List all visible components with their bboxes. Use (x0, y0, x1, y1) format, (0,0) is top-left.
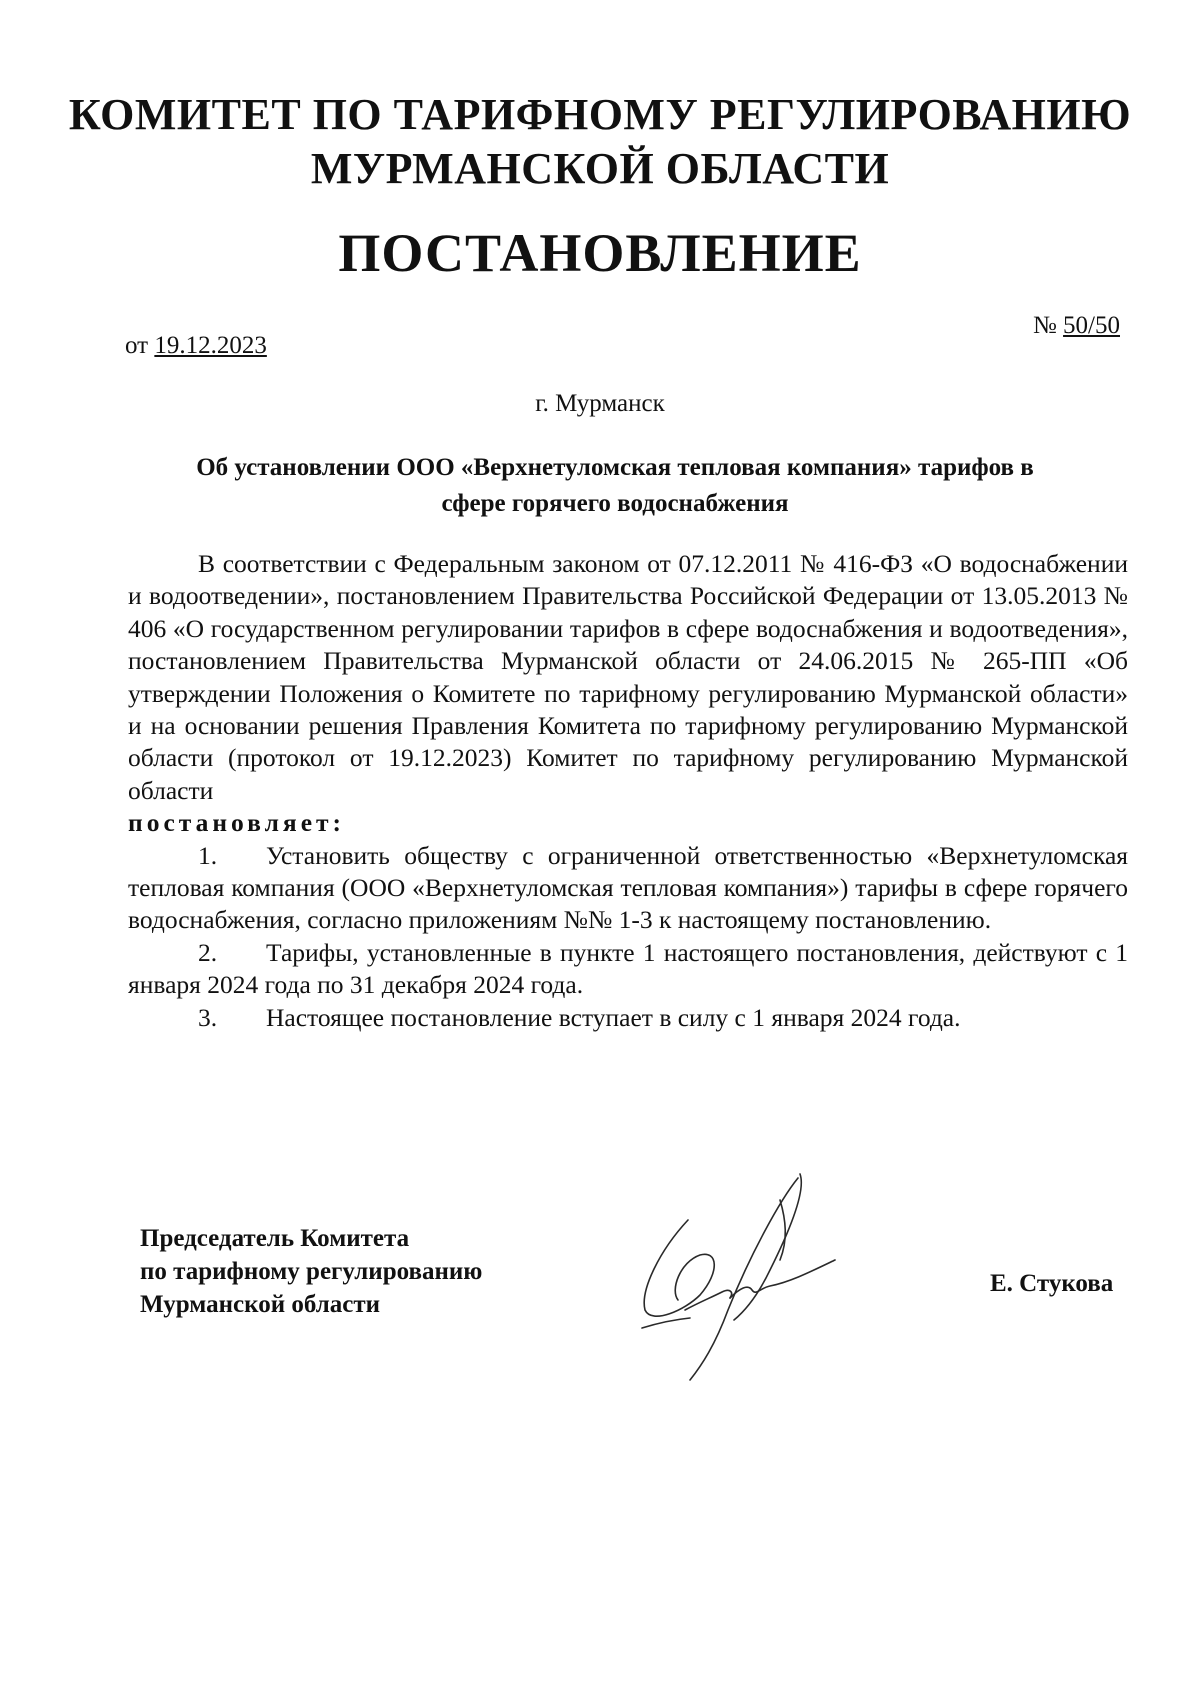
signatory-position (140, 1222, 482, 1321)
number-value: 50/50 (1063, 312, 1120, 339)
clause-text: Тарифы, установленные в пункте 1 настоящего постановления, действуют с 1 января 2024 года по 31 декабря 2024 года. (128, 937, 1128, 1000)
org-line-1: КОМИТЕТ ПО ТАРИФНОМУ РЕГУЛИРОВАНИЮ (68, 90, 1132, 139)
clause-2 (128, 937, 1128, 1002)
number-prefix: № (1032, 312, 1064, 339)
city: г. Мурманск (535, 390, 665, 417)
document-date (125, 332, 267, 360)
clause-text: Настоящее постановление вступает в силу с 1 января 2024 года. (266, 1002, 961, 1032)
handwritten-signature (630, 1160, 850, 1390)
resolves-keyword: постановляет: (128, 808, 346, 838)
position-line-3: Мурманской области (140, 1291, 381, 1318)
document-subject (120, 450, 1110, 522)
subject-line-2: сфере горячего водоснабжения (441, 490, 789, 517)
date-value: 19.12.2023 (154, 332, 267, 359)
clause-text: Установить обществу с ограниченной ответственностью «Верхнетуломская тепловая компания (ООО «Верхнетуломская тепловая компания») тарифы в сфере горячего водоснабжения, согласно приложениям №№ 1-3 к настоящему постановлению. (128, 840, 1128, 935)
org-line-2: МУРМАНСКОЙ ОБЛАСТИ (310, 144, 890, 193)
document-type: ПОСТАНОВЛЕНИЕ (338, 223, 862, 283)
clause-1 (128, 840, 1128, 937)
clause-3 (128, 1002, 1128, 1034)
organization-name (0, 88, 1200, 196)
clause-number: 2. (198, 937, 218, 967)
date-prefix: от (125, 332, 155, 359)
document-body (128, 548, 1128, 1034)
position-line-2: по тарифному регулированию (140, 1258, 483, 1285)
document-number (1033, 312, 1120, 340)
subject-line-1: Об установлении ООО «Верхнетуломская тепловая компания» тарифов в (196, 454, 1034, 481)
preamble: В соответствии с Федеральным законом от 07.12.2011 № 416-ФЗ «О водоснабжении и водоотведении», постановлением Правительства Российской Федерации от 13.05.2013 № 406 «О государственном регулировании тарифов в сфере водоснабжения и водоотведения», постановлением Правительства Мурманской области от 24.06.2015 № 265-ПП «Об утверждении Положения о Комитете по тарифному регулированию Мурманской области» и на основании решения Правления Комитета по тарифному регулированию Мурманской области (протокол от 19.12.2023) Комитет по тарифному регулированию Мурманской области (128, 549, 1128, 805)
clause-number: 3. (198, 1002, 218, 1032)
position-line-1: Председатель Комитета (140, 1225, 410, 1252)
clause-number: 1. (198, 840, 218, 870)
signer-name: Е. Стукова (990, 1270, 1114, 1297)
